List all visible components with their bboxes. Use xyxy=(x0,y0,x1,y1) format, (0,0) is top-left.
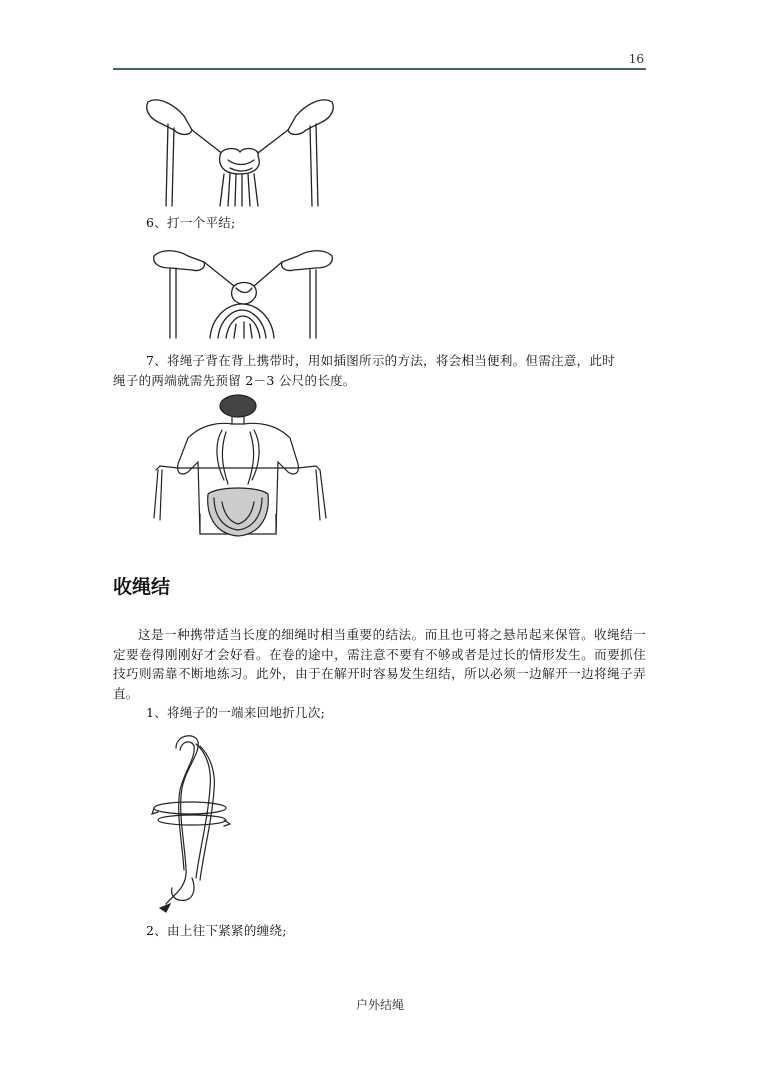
page-number: 16 xyxy=(628,52,644,66)
step-2-caption: 2、由上往下紧紧的缠绕; xyxy=(146,923,287,938)
step-1-caption: 1、将绳子的一端来回地折几次; xyxy=(146,705,326,720)
rope-tightening-illustration xyxy=(140,94,340,210)
section-intro-paragraph: 这是一种携带适当长度的细绳时相当重要的结法。而且也可将之悬吊起来保管。收绳结一定要卷得刚刚好才会好看。在卷的途中，需注意不要有不够或者是过长的情形发生。而要抓住技巧则需靠不断地练习。此外，由于在解开时容易发生纽结，所以必须一边解开一边将绳子弄直。 xyxy=(113,627,646,701)
header-rule xyxy=(113,68,646,70)
rope-folding-illustration xyxy=(146,728,236,914)
flat-knot-illustration xyxy=(148,244,338,340)
step-7-caption-line-2: 绳子的两端就需先预留 2－3 公尺的长度。 xyxy=(113,373,356,388)
page-footer: 户外结绳 xyxy=(355,998,404,1012)
hands-pulling-rope-ends-illustration xyxy=(140,94,340,210)
rope-carried-on-back-illustration xyxy=(148,394,332,544)
flat-knot-illustration xyxy=(148,244,338,340)
rope-folded-back-and-forth-illustration xyxy=(146,728,236,914)
step-7-caption-line-1: 7、将绳子背在背上携带时，用如插图所示的方法，将会相当便利。但需注意，此时 xyxy=(146,353,616,368)
step-6-caption: 6、打一个平结; xyxy=(146,215,236,230)
section-title: 收绳结 xyxy=(113,576,171,598)
back-carry-illustration xyxy=(148,394,332,544)
